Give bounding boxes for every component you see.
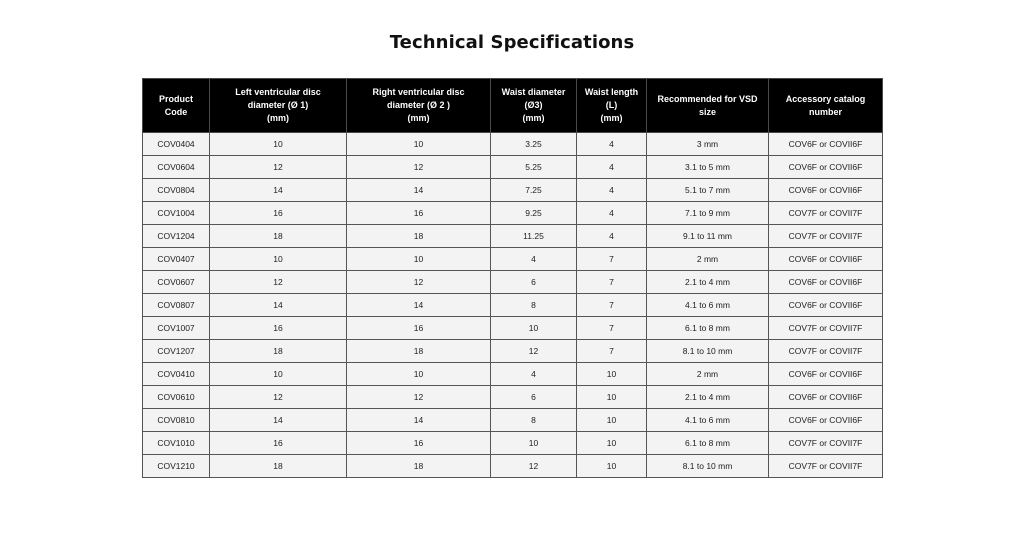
cell-right-disc-diameter: 16 [347, 202, 491, 225]
cell-product-code: COV0810 [143, 409, 210, 432]
cell-recommended-vsd-size: 2.1 to 4 mm [647, 271, 769, 294]
cell-waist-diameter: 5.25 [491, 156, 577, 179]
table-row [143, 386, 883, 409]
cell-right-disc-diameter: 16 [347, 317, 491, 340]
header-line: (Ø3) [524, 100, 543, 110]
cell-waist-length: 10 [577, 432, 647, 455]
cell-left-disc-diameter: 10 [210, 133, 347, 156]
cell-accessory-catalog-number: COV7F or COVII7F [769, 432, 883, 455]
header-line: diameter (Ø 2 ) [386, 100, 451, 110]
cell-waist-diameter: 12 [491, 455, 577, 478]
cell-waist-diameter: 10 [491, 432, 577, 455]
cell-left-disc-diameter: 12 [210, 156, 347, 179]
cell-waist-length: 7 [577, 317, 647, 340]
header-waist-length [577, 79, 647, 133]
header-accessory-catalog-number [769, 79, 883, 133]
cell-product-code: COV1210 [143, 455, 210, 478]
cell-left-disc-diameter: 18 [210, 225, 347, 248]
header-line: size [698, 106, 716, 117]
cell-waist-diameter: 4 [491, 248, 577, 271]
cell-accessory-catalog-number: COV6F or COVII6F [769, 363, 883, 386]
header-recommended-vsd-size [647, 79, 769, 133]
cell-recommended-vsd-size: 8.1 to 10 mm [647, 455, 769, 478]
cell-waist-length: 4 [577, 179, 647, 202]
cell-product-code: COV0410 [143, 363, 210, 386]
cell-waist-length: 4 [577, 225, 647, 248]
cell-product-code: COV0604 [143, 156, 210, 179]
cell-accessory-catalog-number: COV6F or COVII6F [769, 409, 883, 432]
cell-waist-length: 10 [577, 409, 647, 432]
header-line: Left ventricular disc [235, 87, 321, 97]
cell-accessory-catalog-number: COV7F or COVII7F [769, 225, 883, 248]
header-right-disc-diameter [347, 79, 491, 133]
cell-left-disc-diameter: 18 [210, 455, 347, 478]
cell-left-disc-diameter: 16 [210, 202, 347, 225]
cell-recommended-vsd-size: 2.1 to 4 mm [647, 386, 769, 409]
table-row [143, 248, 883, 271]
cell-recommended-vsd-size: 3.1 to 5 mm [647, 156, 769, 179]
cell-accessory-catalog-number: COV6F or COVII6F [769, 294, 883, 317]
cell-accessory-catalog-number: COV7F or COVII7F [769, 202, 883, 225]
cell-recommended-vsd-size: 9.1 to 11 mm [647, 225, 769, 248]
cell-left-disc-diameter: 14 [210, 179, 347, 202]
header-line: Recommended for VSD [657, 93, 758, 104]
cell-waist-diameter: 8 [491, 409, 577, 432]
table-row [143, 363, 883, 386]
cell-waist-diameter: 11.25 [491, 225, 577, 248]
header-line: Code [164, 106, 188, 117]
cell-right-disc-diameter: 18 [347, 455, 491, 478]
header-line: Product [158, 93, 193, 104]
cell-waist-diameter: 10 [491, 317, 577, 340]
cell-waist-length: 7 [577, 248, 647, 271]
cell-product-code: COV1207 [143, 340, 210, 363]
cell-waist-diameter: 6 [491, 386, 577, 409]
table-row [143, 294, 883, 317]
table-body [143, 133, 883, 478]
table-row [143, 340, 883, 363]
cell-waist-diameter: 8 [491, 294, 577, 317]
cell-left-disc-diameter: 18 [210, 340, 347, 363]
cell-waist-length: 10 [577, 455, 647, 478]
cell-accessory-catalog-number: COV7F or COVII7F [769, 340, 883, 363]
cell-product-code: COV0807 [143, 294, 210, 317]
header-product-code [143, 79, 210, 133]
cell-right-disc-diameter: 16 [347, 432, 491, 455]
header-line: Accessory catalog [785, 93, 866, 104]
cell-waist-diameter: 12 [491, 340, 577, 363]
cell-left-disc-diameter: 16 [210, 432, 347, 455]
cell-product-code: COV0407 [143, 248, 210, 271]
table-row [143, 409, 883, 432]
header-line: Right ventricular disc [372, 87, 465, 97]
cell-recommended-vsd-size: 7.1 to 9 mm [647, 202, 769, 225]
header-line: Waist length [584, 87, 639, 97]
cell-product-code: COV1004 [143, 202, 210, 225]
header-line: number [808, 106, 842, 117]
header-line: (mm) [267, 113, 289, 123]
cell-recommended-vsd-size: 8.1 to 10 mm [647, 340, 769, 363]
table-row [143, 317, 883, 340]
cell-waist-diameter: 9.25 [491, 202, 577, 225]
cell-recommended-vsd-size: 3 mm [647, 133, 769, 156]
cell-accessory-catalog-number: COV7F or COVII7F [769, 317, 883, 340]
table-header-row [143, 79, 883, 133]
cell-product-code: COV1010 [143, 432, 210, 455]
header-line: diameter (Ø 1) [247, 100, 309, 110]
cell-right-disc-diameter: 12 [347, 386, 491, 409]
header-line: (mm) [600, 113, 623, 123]
table-row [143, 432, 883, 455]
cell-left-disc-diameter: 12 [210, 271, 347, 294]
cell-waist-length: 4 [577, 156, 647, 179]
header-waist-diameter [491, 79, 577, 133]
cell-recommended-vsd-size: 2 mm [647, 248, 769, 271]
cell-accessory-catalog-number: COV6F or COVII6F [769, 133, 883, 156]
cell-recommended-vsd-size: 4.1 to 6 mm [647, 409, 769, 432]
header-left-disc-diameter [210, 79, 347, 133]
table-row [143, 225, 883, 248]
cell-waist-diameter: 7.25 [491, 179, 577, 202]
table-row [143, 179, 883, 202]
cell-right-disc-diameter: 12 [347, 271, 491, 294]
cell-left-disc-diameter: 12 [210, 386, 347, 409]
cell-product-code: COV0804 [143, 179, 210, 202]
table-row [143, 133, 883, 156]
cell-waist-length: 4 [577, 133, 647, 156]
cell-waist-length: 7 [577, 294, 647, 317]
cell-right-disc-diameter: 18 [347, 225, 491, 248]
table-row [143, 202, 883, 225]
specifications-table [142, 78, 883, 478]
cell-accessory-catalog-number: COV6F or COVII6F [769, 248, 883, 271]
cell-right-disc-diameter: 18 [347, 340, 491, 363]
table-row [143, 156, 883, 179]
cell-accessory-catalog-number: COV6F or COVII6F [769, 271, 883, 294]
cell-product-code: COV0610 [143, 386, 210, 409]
cell-product-code: COV1007 [143, 317, 210, 340]
cell-product-code: COV0404 [143, 133, 210, 156]
cell-waist-diameter: 4 [491, 363, 577, 386]
cell-right-disc-diameter: 14 [347, 294, 491, 317]
table-row [143, 271, 883, 294]
cell-left-disc-diameter: 10 [210, 248, 347, 271]
cell-left-disc-diameter: 14 [210, 409, 347, 432]
cell-right-disc-diameter: 14 [347, 409, 491, 432]
cell-waist-length: 7 [577, 340, 647, 363]
cell-accessory-catalog-number: COV6F or COVII6F [769, 179, 883, 202]
cell-waist-length: 10 [577, 363, 647, 386]
page-title: Technical Specifications [389, 32, 635, 53]
header-line: (mm) [522, 113, 545, 123]
table-row [143, 455, 883, 478]
cell-recommended-vsd-size: 4.1 to 6 mm [647, 294, 769, 317]
cell-right-disc-diameter: 12 [347, 156, 491, 179]
cell-product-code: COV0607 [143, 271, 210, 294]
cell-right-disc-diameter: 14 [347, 179, 491, 202]
cell-right-disc-diameter: 10 [347, 133, 491, 156]
cell-left-disc-diameter: 14 [210, 294, 347, 317]
cell-right-disc-diameter: 10 [347, 248, 491, 271]
header-line: (mm) [407, 113, 430, 123]
cell-product-code: COV1204 [143, 225, 210, 248]
cell-left-disc-diameter: 16 [210, 317, 347, 340]
cell-accessory-catalog-number: COV6F or COVII6F [769, 386, 883, 409]
cell-recommended-vsd-size: 2 mm [647, 363, 769, 386]
cell-waist-length: 7 [577, 271, 647, 294]
cell-recommended-vsd-size: 6.1 to 8 mm [647, 432, 769, 455]
cell-waist-length: 10 [577, 386, 647, 409]
cell-accessory-catalog-number: COV6F or COVII6F [769, 156, 883, 179]
cell-recommended-vsd-size: 5.1 to 7 mm [647, 179, 769, 202]
cell-left-disc-diameter: 10 [210, 363, 347, 386]
cell-recommended-vsd-size: 6.1 to 8 mm [647, 317, 769, 340]
cell-right-disc-diameter: 10 [347, 363, 491, 386]
header-line: (L) [605, 100, 618, 110]
cell-waist-diameter: 3.25 [491, 133, 577, 156]
cell-accessory-catalog-number: COV7F or COVII7F [769, 455, 883, 478]
cell-waist-diameter: 6 [491, 271, 577, 294]
header-line: Waist diameter [501, 87, 566, 97]
cell-waist-length: 4 [577, 202, 647, 225]
